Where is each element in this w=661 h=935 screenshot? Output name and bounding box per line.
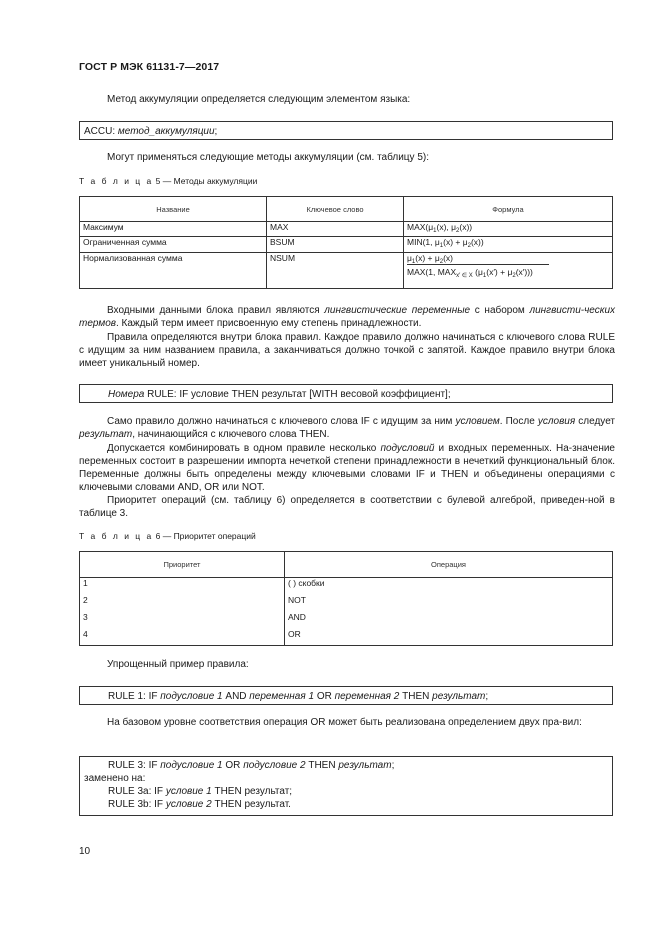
paragraph-accumulation-intro: Метод аккумуляции определяется следующим элементом языка: — [107, 94, 411, 105]
table-row — [80, 629, 613, 646]
paragraph-methods-intro: Могут применяться следующие методы аккумуляции (см. таблицу 5): — [107, 152, 429, 163]
table-header-row — [80, 197, 613, 222]
caption-text: 6 — Приоритет операций — [153, 531, 256, 541]
code-text: RULE 3b: IF — [108, 799, 166, 810]
text: Входными данными блока правил являются — [107, 305, 325, 316]
code-text: RULE: IF условие THEN результат [WITH весовой коэффициент]; — [144, 389, 451, 400]
code-text: OR — [314, 691, 335, 702]
code-italic: условие 1 — [165, 786, 212, 797]
table5 — [79, 196, 613, 289]
table-header-row — [80, 552, 613, 578]
code-text: RULE 1: IF — [108, 691, 161, 702]
table-header-cell: Операция — [285, 552, 613, 578]
code-box-accu — [79, 121, 613, 140]
table-cell: AND — [285, 612, 613, 629]
code-line — [84, 798, 608, 811]
italic-text: лингвисти-ческих термов — [79, 305, 615, 329]
table-cell: ( ) скобки — [285, 578, 613, 595]
table-cell: 3 — [80, 612, 285, 629]
code-italic: подусловие 1 — [160, 760, 223, 771]
page-header: ГОСТ Р МЭК 61131-7—2017 — [79, 61, 220, 73]
table-cell: Нормализованная сумма — [80, 253, 267, 289]
code-text: THEN — [399, 691, 433, 702]
table-cell: BSUM — [267, 237, 404, 253]
paragraph-rules: Правила определяются внутри блока правил. Каждое правило должно начинаться с ключевого слова RULE с идущим за ним названием правила, а заканчиваться должно точкой с запятой. Каждое правило внутри блока имеет уникальный номер. — [79, 332, 615, 369]
code-italic: подусловие 2 — [243, 760, 306, 771]
paragraph-simple-example: Упрощенный пример правила: — [107, 659, 249, 670]
code-italic: переменная 2 — [334, 691, 400, 702]
text: . После — [499, 416, 538, 427]
italic-text: условием — [455, 416, 500, 427]
code-italic: метод_аккумуляции — [117, 126, 215, 137]
table-row — [80, 595, 613, 612]
italic-text: подусловий — [380, 443, 435, 454]
code-line — [84, 759, 608, 772]
code-italic: подусловие 1 — [160, 691, 223, 702]
code-text: ; — [214, 126, 218, 137]
code-text: THEN — [305, 760, 339, 771]
text: Допускается комбинировать в одном правиле несколько — [107, 443, 381, 454]
table-cell: Ограниченная сумма — [80, 237, 267, 253]
code-text: THEN результат. — [211, 799, 291, 810]
text: . Каждый терм имеет присвоенную ему степень принадлежности. — [115, 318, 422, 329]
table-cell: MAX — [267, 222, 404, 237]
table-row — [80, 222, 613, 237]
code-text: OR — [222, 760, 244, 771]
paragraph-or-basic: На базовом уровне соответствия операция OR может быть реализована определением двух пра-вил: — [107, 717, 582, 728]
table-cell: Максимум — [80, 222, 267, 237]
table-row — [80, 612, 613, 629]
code-text: ; — [391, 760, 395, 771]
code-text: THEN результат; — [211, 786, 293, 797]
table6-caption — [79, 531, 256, 541]
formula-bsum: MIN(1, $\mu_1(x) + \mu_2(x)$) — [404, 237, 613, 253]
code-text: ACCU: — [84, 126, 118, 137]
table-header-cell: Формула — [404, 197, 613, 222]
italic-text: условия — [537, 416, 576, 427]
table-header-cell: Название — [80, 197, 267, 222]
code-line: заменено на: — [84, 773, 146, 784]
code-italic: условие 2 — [165, 799, 212, 810]
caption-label: Т а б л и ц а — [79, 176, 154, 186]
paragraph-rule-start — [79, 415, 615, 441]
table-cell: OR — [285, 629, 613, 646]
code-line — [84, 785, 608, 798]
paragraph-priority: Приоритет операций (см. таблицу 6) определяется в соответствии с булевой алгеброй, приведен-ной в таблице 3. — [79, 495, 615, 519]
table-cell: 2 — [80, 595, 285, 612]
page-number: 10 — [79, 846, 91, 857]
caption-text: 5 — Методы аккумуляции — [153, 176, 258, 186]
text: следует — [575, 416, 616, 427]
code-text: RULE 3a: IF — [108, 786, 166, 797]
italic-text: лингвистические переменные — [324, 305, 471, 316]
table5-caption — [79, 176, 257, 186]
paragraph-subconditions — [79, 442, 615, 494]
code-box-rule-syntax — [79, 384, 613, 403]
text: с набором — [470, 305, 530, 316]
formula-nsum: $\frac{\mu_1(x) + \mu_2(x)}{MAX(1, MAX_{x' \in X} (\mu_1(x') + \mu_2(x')))}$ — [404, 253, 613, 289]
code-text: RULE 3: IF — [108, 760, 161, 771]
code-italic: переменная 1 — [249, 691, 315, 702]
code-text: ; — [485, 691, 489, 702]
formula-max: $MAX(\mu_1(x)$, $\mu_2(x)$) — [404, 222, 613, 237]
code-italic: результат — [338, 760, 392, 771]
text: и входных переменных. На-значение переменных состоит в разрешении импорта нечеткой степени принадлежности в нечеткий функциональный блок. Переменные должны быть определены между ключевыми словами IF и THEN и объединены операциями с ключевыми словами AND, OR или NOT. — [79, 443, 615, 493]
code-text: AND — [222, 691, 250, 702]
code-italic: Номера — [108, 389, 145, 400]
table-header-cell: Приоритет — [80, 552, 285, 578]
table-cell: 1 — [80, 578, 285, 595]
code-box-rule3 — [79, 756, 613, 816]
table-cell: 4 — [80, 629, 285, 646]
caption-label: Т а б л и ц а — [79, 531, 154, 541]
text: Само правило должно начинаться с ключевого слова IF с идущим за ним — [107, 416, 456, 427]
table-row — [80, 578, 613, 595]
text: , начинающийся с ключевого слова THEN. — [132, 429, 330, 440]
table6 — [79, 551, 613, 646]
table-row — [80, 237, 613, 253]
table-header-cell: Ключевое слово — [267, 197, 404, 222]
code-box-rule1 — [79, 686, 613, 705]
table-cell: NSUM — [267, 253, 404, 289]
table-cell: NOT — [285, 595, 613, 612]
paragraph-inputs — [79, 304, 615, 330]
code-italic: результат — [432, 691, 486, 702]
table-row — [80, 253, 613, 289]
italic-text: результат — [79, 429, 133, 440]
